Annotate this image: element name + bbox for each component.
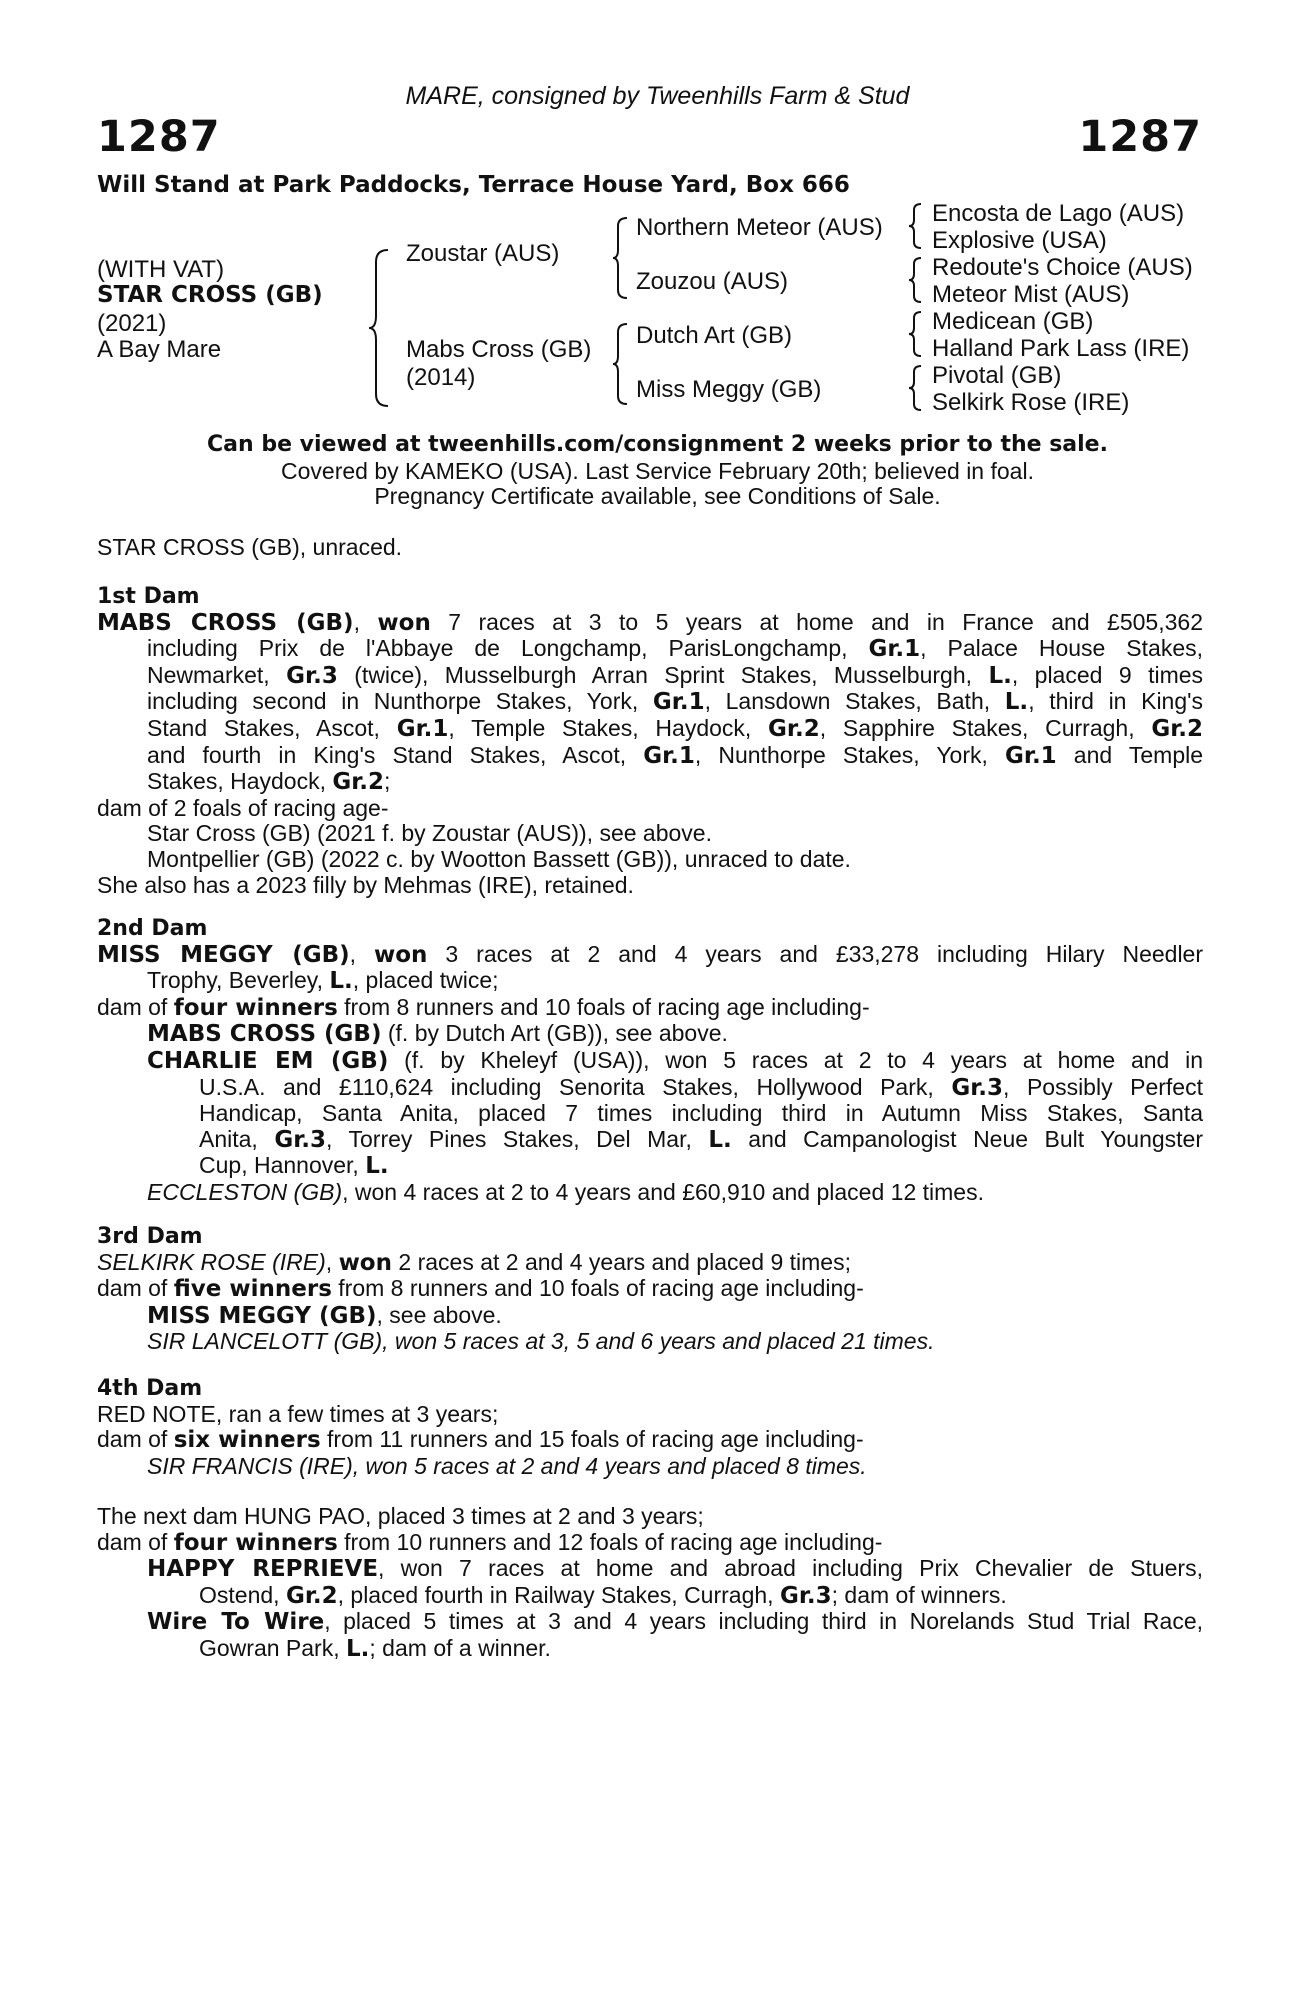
first-dam-line: and Temple [1073,741,1204,768]
progeny-text: and Campanologist Neue Bult Youngster [748,1125,1204,1152]
third-dam-name: SELKIRK ROSE (IRE) [97,1248,326,1275]
first-dam-line: Stakes, Haydock, [147,768,326,795]
dam-of-text: dam of [97,1426,168,1453]
grade: L. [365,1153,389,1180]
progeny-text: , see above. [376,1301,502,1328]
progeny-text: , Torrey Pines Stakes, Del Mar, [326,1125,692,1152]
summary: STAR CROSS (GB), unraced. [97,534,403,560]
grade: Gr.3 [286,662,338,689]
pedigree-brace-sire [612,216,630,300]
grade: Gr.3 [274,1126,327,1153]
sire: Zoustar (AUS) [406,240,560,267]
progeny-name: HAPPY REPRIEVE [147,1556,379,1583]
first-dam-line: (twice), Musselburgh Arran Sprint Stakes, Musselburgh, [354,661,972,688]
dam-of-text: dam of [97,1528,168,1555]
fourth-dam-heading: 4th Dam [97,1376,203,1401]
winners-count: four winners [173,1529,338,1556]
first-dam-line: , third in King's [1028,688,1204,715]
pedigree-brace-dam [612,322,630,406]
progeny-name: MABS CROSS (GB) [147,1021,382,1048]
first-dam-heading: 1st Dam [97,584,200,609]
progeny-text: , placed 5 times at 3 and 4 years including third in Norelands Stud Trial Race, [324,1608,1203,1635]
progeny-text: U.S.A. and £110,624 including Senorita Stakes, Hollywood Park, [199,1073,934,1100]
progeny-text: , won 5 races at 3, 5 and 6 years and placed 21 times. [382,1328,935,1355]
first-dam-dam-of: dam of 2 foals of racing age- [97,794,389,821]
progeny-text: Gowran Park, [199,1634,340,1661]
progeny-name: MISS MEGGY (GB) [147,1302,377,1329]
first-dam-line: , Palace House Stakes, [920,635,1203,662]
dam-year: (2014) [406,364,476,391]
progeny-text: Anita, [199,1125,258,1152]
second-dam-line: Trophy, Beverley, [147,967,323,994]
progeny-name: Wire To Wire [147,1609,325,1636]
sire-sire-dam: Explosive (USA) [932,227,1107,254]
progeny-text: (f. by Kheleyf (USA)), won 5 races at 2 to 4 years at home and in [404,1046,1203,1073]
pedigree-brace-sd [908,256,924,304]
dam: Mabs Cross (GB) [406,336,592,363]
first-dam-also: She also has a 2023 filly by Mehmas (IRE), retained. [97,871,634,898]
dam-dam: Miss Meggy (GB) [636,376,822,403]
progeny-text: ; dam of winners. [831,1581,1007,1608]
grade: Gr.1 [396,715,449,742]
winners-count: five winners [173,1276,332,1303]
first-dam-line: ; [384,768,391,795]
third-dam-line: 2 races at 2 and 4 years and placed 9 times; [398,1248,851,1275]
dam-dam-dam: Selkirk Rose (IRE) [932,389,1130,416]
grade: Gr.3 [951,1074,1004,1101]
second-dam-heading: 2nd Dam [97,916,208,941]
first-dam-name: MABS CROSS (GB) [97,609,354,636]
stand-location: Will Stand at Park Paddocks, Terrace House Yard, Box 666 [97,172,850,198]
first-dam-foal-2: Montpellier (GB) (2022 c. by Wootton Bassett (GB)), unraced to date. [147,845,851,872]
progeny-text: , won 7 races at home and abroad including Prix Chevalier de Stuers, [378,1555,1203,1582]
first-dam-line: , placed 9 times [1011,661,1204,688]
covered-note: Covered by KAMEKO (USA). Last Service February 20th; believed in foal. [281,458,1034,484]
fourth-dam-line: RED NOTE, ran a few times at 3 years; [97,1400,499,1427]
progeny-text: , Possibly Perfect [1003,1073,1203,1100]
first-dam-section: 1st Dam MABS CROSS (GB), won 7 races at 3 to 5 years at home and in France and £505,362 including Prix de l'Abbaye de Longchamp, ParisLongchamp, Gr.1, Palace House Stakes, Newmarket, Gr.3 (twice), Musselburgh Arran Sprint Stakes, Musselburgh, L., placed 9 times including second in Nunthorpe Stakes, York, Gr.1, Lansdown Stakes, Bath, L., third in King's Stand Stakes, Ascot, Gr.1, Temple Stakes, Haydock, Gr.2, Sapphire Stakes, Curragh, Gr.2 and fourth in King's Stand Stakes, Ascot, Gr.1, Nunthorpe Stakes, York, Gr.1 and Temple Stakes, Haydock, Gr.2; dam of 2 foals of racing age- Star Cross (GB) (2021 f. by Zoustar (AUS)), see above. Montpellier (GB) (2022 c. by Wootton Bassett (GB)), unraced to date. She also has a 2023 filly by Mehmas (IRE), retained. [97,584,1204,898]
horse-year: (2021) [97,310,167,337]
fourth-dam-section [97,1376,1203,1479]
grade: Gr.2 [285,1582,338,1609]
grade: Gr.1 [643,742,695,769]
grade: Gr.2 [1151,715,1204,742]
first-dam-line: including Prix de l'Abbaye de Longchamp, ParisLongchamp, [147,635,848,662]
first-dam-line: and fourth in King's Stand Stakes, Ascot, [147,741,627,768]
dam-dam-sire: Pivotal (GB) [932,362,1062,389]
second-dam-line: 3 races at 2 and 4 years and £33,278 including Hilary Needler [445,940,1204,967]
sire-dam-dam: Meteor Mist (AUS) [932,281,1130,308]
grade: Gr.3 [779,1582,832,1609]
second-dam-line: , placed twice; [352,967,499,994]
won-label: won [377,609,431,636]
dam-of-text: from 8 runners and 10 foals of racing age including- [338,1275,864,1302]
second-dam-section: 2nd Dam MISS MEGGY (GB), won 3 races at 2 and 4 years and £33,278 including Hilary Needler Trophy, Beverley, L., placed twice; dam of four winners from 8 runners and 10 foals of racing age including- MABS CROSS (GB) (f. by Dutch Art (GB)), see above. CHARLIE EM (GB) (f. by Kheleyf (USA)), won 5 races at 2 to 4 years at home and in U.S.A. and £110,624 including Senorita Stakes, Hollywood Park, Gr.3, Possibly Perfect Handicap, Santa Anita, placed 7 times including third in Autumn Miss Stakes, Santa Anita, Gr.3, Torrey Pines Stakes, Del Mar, L. and Campanologist Neue Bult Youngster Cup, Hannover, L. ECCLESTON (GB), won 4 races at 2 to 4 years and £60,910 and placed 12 times. [97,916,1204,1205]
next-dam-section [97,1504,1203,1663]
first-dam-line: Stand Stakes, Ascot, [147,714,380,741]
progeny-text: , won 5 races at 2 and 4 years and placed 8 times. [352,1452,867,1479]
pedigree-brace-ss [908,202,924,250]
pedigree-brace-main [368,248,392,408]
winners-count: four winners [173,994,338,1021]
progeny-text: (f. by Dutch Art (GB)), see above. [387,1020,728,1047]
grade: L. [1004,689,1029,716]
vat-label: (WITH VAT) [97,256,225,283]
first-dam-line: , Temple Stakes, Haydock, [448,714,752,741]
grade: Gr.2 [768,715,820,742]
dam-sire: Dutch Art (GB) [636,322,793,349]
progeny-name: ECCLESTON (GB) [147,1178,343,1205]
dam-of-text: dam of [97,1275,168,1302]
first-dam-foal-1: Star Cross (GB) (2021 f. by Zoustar (AUS)), see above. [147,820,712,847]
progeny-text: Handicap, Santa Anita, placed 7 times including third in Autumn Miss Stakes, Santa [199,1100,1203,1127]
progeny-text: Ostend, [199,1581,280,1608]
dam-of-text: from 8 runners and 10 foals of racing age including- [344,993,870,1020]
consignment-line: MARE, consigned by Tweenhills Farm & Stud [405,82,910,110]
progeny-name: SIR LANCELOTT (GB) [147,1328,383,1355]
progeny-text: , won 4 races at 2 to 4 years and £60,910 and placed 12 times. [342,1178,984,1205]
grade: L. [708,1126,732,1153]
lot-number-left: 1287 [97,112,221,162]
horse-description: A Bay Mare [97,336,222,363]
pedigree-brace-ds [908,310,924,358]
sire-sire-sire: Encosta de Lago (AUS) [932,200,1185,227]
grade: L. [988,662,1012,689]
first-dam-line: , Sapphire Stakes, Curragh, [819,714,1135,741]
pedigree-brace-dd [908,364,924,412]
dam-of-text: from 10 runners and 12 foals of racing age including- [344,1528,883,1555]
lot-number-right: 1287 [1078,112,1202,162]
grade: L. [329,968,353,995]
won-label: won [338,1249,392,1276]
progeny-text: , placed fourth in Railway Stakes, Curragh, [337,1581,774,1608]
viewing-note: Can be viewed at tweenhills.com/consignment 2 weeks prior to the sale. [207,432,1108,457]
sire-dam: Zouzou (AUS) [636,268,789,295]
first-dam-line: , Lansdown Stakes, Bath, [704,688,991,715]
progeny-text: ; dam of a winner. [369,1634,551,1661]
first-dam-line: 7 races at 3 to 5 years at home and in France and £505,362 [448,608,1203,635]
pregnancy-note: Pregnancy Certificate available, see Conditions of Sale. [374,483,941,509]
dam-of-text: dam of [97,993,168,1020]
first-dam-line: including second in Nunthorpe Stakes, York, [147,688,639,715]
sire-sire: Northern Meteor (AUS) [636,214,883,241]
second-dam-name: MISS MEGGY (GB) [97,941,350,968]
grade: Gr.1 [652,689,705,716]
progeny-name: CHARLIE EM (GB) [147,1047,389,1074]
third-dam-section: 3rd Dam SELKIRK ROSE (IRE), won 2 races at 2 and 4 years and placed 9 times; dam of five winners from 8 runners and 10 foals of racing age including- MISS MEGGY (GB), see above. SIR LANCELOTT (GB), won 5 races at 3, 5 and 6 years and placed 21 times. [97,1224,1203,1355]
progeny-text: Cup, Hannover, [199,1152,359,1179]
grade: Gr.1 [868,636,921,663]
winners-count: six winners [173,1427,321,1454]
first-dam-line: , Nunthorpe Stakes, York, [694,741,988,768]
next-dam-line: The next dam HUNG PAO, placed 3 times at 2 and 3 years; [97,1503,704,1529]
grade: Gr.1 [1005,742,1057,769]
horse-name: STAR CROSS (GB) [97,282,323,308]
first-dam-line: Newmarket, [147,661,270,688]
grade: L. [346,1635,370,1662]
progeny-name: SIR FRANCIS (IRE) [147,1452,353,1479]
dam-of-text: from 11 runners and 15 foals of racing age including- [327,1426,864,1453]
third-dam-heading: 3rd Dam [97,1224,203,1249]
grade: Gr.2 [332,769,385,796]
sire-dam-sire: Redoute's Choice (AUS) [932,254,1193,281]
dam-sire-sire: Medicean (GB) [932,308,1094,335]
dam-sire-dam: Halland Park Lass (IRE) [932,335,1190,362]
won-label: won [374,941,428,968]
